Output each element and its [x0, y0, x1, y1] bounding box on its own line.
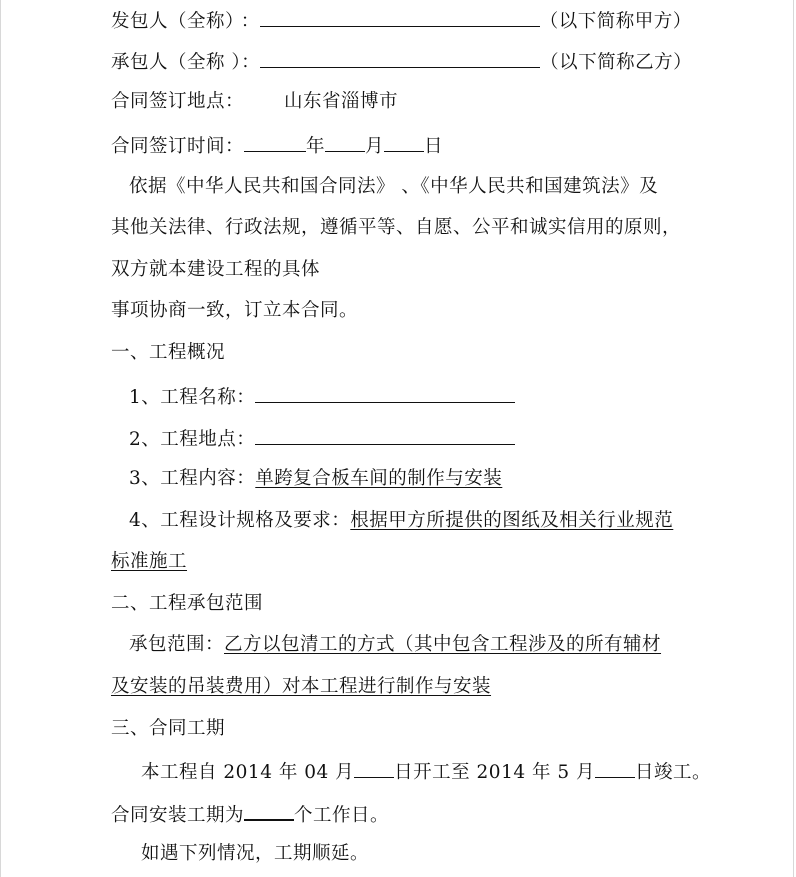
item3-line	[129, 466, 502, 492]
sign-month-blank[interactable]	[325, 131, 365, 152]
schedule-start-c: 日竣工。	[635, 762, 712, 783]
preamble-line-2: 其他关法律、行政法规，遵循平等、自愿、公平和诚实信用的原则，	[111, 217, 682, 238]
sign-year-unit: 年	[306, 136, 326, 157]
party-a-blank[interactable]	[260, 6, 540, 27]
start-day-blank[interactable]	[354, 757, 394, 778]
item4-line	[129, 508, 673, 534]
party-a-colon: ：	[240, 11, 260, 32]
party-b-note: （以下简称乙方）	[540, 52, 693, 73]
item2-line	[129, 424, 515, 453]
party-b-label: 承包人（全称 ）	[111, 52, 242, 73]
item1-blank[interactable]	[255, 382, 515, 403]
scope-tail: 对本工程进行制作与安装	[282, 676, 492, 697]
sign-time-line	[111, 131, 443, 160]
item2-blank[interactable]	[255, 424, 515, 445]
item1-label: 1、工程名称：	[129, 387, 256, 408]
section3-title: 三、合同工期	[111, 718, 226, 739]
scope-value-a: 乙方以包清工的方式（其中包含工程涉及的所有辅材	[224, 634, 662, 655]
sign-month-unit: 月	[365, 136, 385, 157]
preamble-line-3: 双方就本建设工程的具体	[111, 259, 321, 280]
item4-value-b: 标准施工	[111, 551, 188, 572]
section1-title: 一、工程概况	[111, 342, 226, 363]
sign-place-line	[111, 89, 398, 115]
item3-value: 单跨复合板车间的制作与安装	[255, 468, 503, 489]
schedule-start-a: 本工程自 2014 年 04 月	[141, 762, 355, 783]
scope-value-b: 及安装的吊装费用）	[111, 676, 283, 697]
item4-line-cont	[111, 549, 187, 575]
item2-label: 2、工程地点：	[129, 429, 256, 450]
item4-label: 4、工程设计规格及要求：	[129, 510, 351, 531]
sign-year-blank[interactable]	[244, 131, 306, 152]
scope-line-cont	[111, 674, 491, 700]
delay-line: 如遇下列情况，工期顺延。	[141, 843, 370, 864]
party-a-label: 发包人（全称）	[111, 11, 235, 32]
item1-line	[129, 382, 515, 411]
sign-time-label: 合同签订时间：	[111, 136, 245, 157]
duration-b: 个工作日。	[294, 805, 390, 826]
party-b-colon: ：	[241, 52, 261, 73]
party-b-blank[interactable]	[260, 47, 540, 68]
duration-a: 合同安装工期为	[111, 805, 245, 826]
duration-blank[interactable]	[244, 799, 294, 821]
preamble-line-1: 依据《中华人民共和国合同法》 、《中华人民共和国建筑法》及	[129, 176, 659, 197]
party-a-note: （以下简称甲方）	[539, 11, 692, 32]
duration-line	[111, 799, 389, 829]
party-a-line	[111, 6, 692, 35]
item3-label: 3、工程内容：	[129, 468, 256, 489]
party-b-line	[111, 47, 692, 76]
preamble-line-4: 事项协商一致，订立本合同。	[111, 300, 359, 321]
sign-day-unit: 日	[424, 136, 444, 157]
sign-day-blank[interactable]	[384, 131, 424, 152]
scope-line	[129, 632, 661, 658]
sign-place-label: 合同签订地点：	[111, 91, 245, 112]
sign-place-value: 山东省淄博市	[284, 91, 399, 112]
item4-value-a: 根据甲方所提供的图纸及相关行业规范	[350, 510, 674, 531]
schedule-line	[141, 757, 711, 786]
section2-title: 二、工程承包范围	[111, 593, 264, 614]
end-day-blank[interactable]	[595, 757, 635, 778]
scope-label: 承包范围：	[129, 634, 225, 655]
schedule-start-b: 日开工至 2014 年 5 月	[394, 762, 596, 783]
